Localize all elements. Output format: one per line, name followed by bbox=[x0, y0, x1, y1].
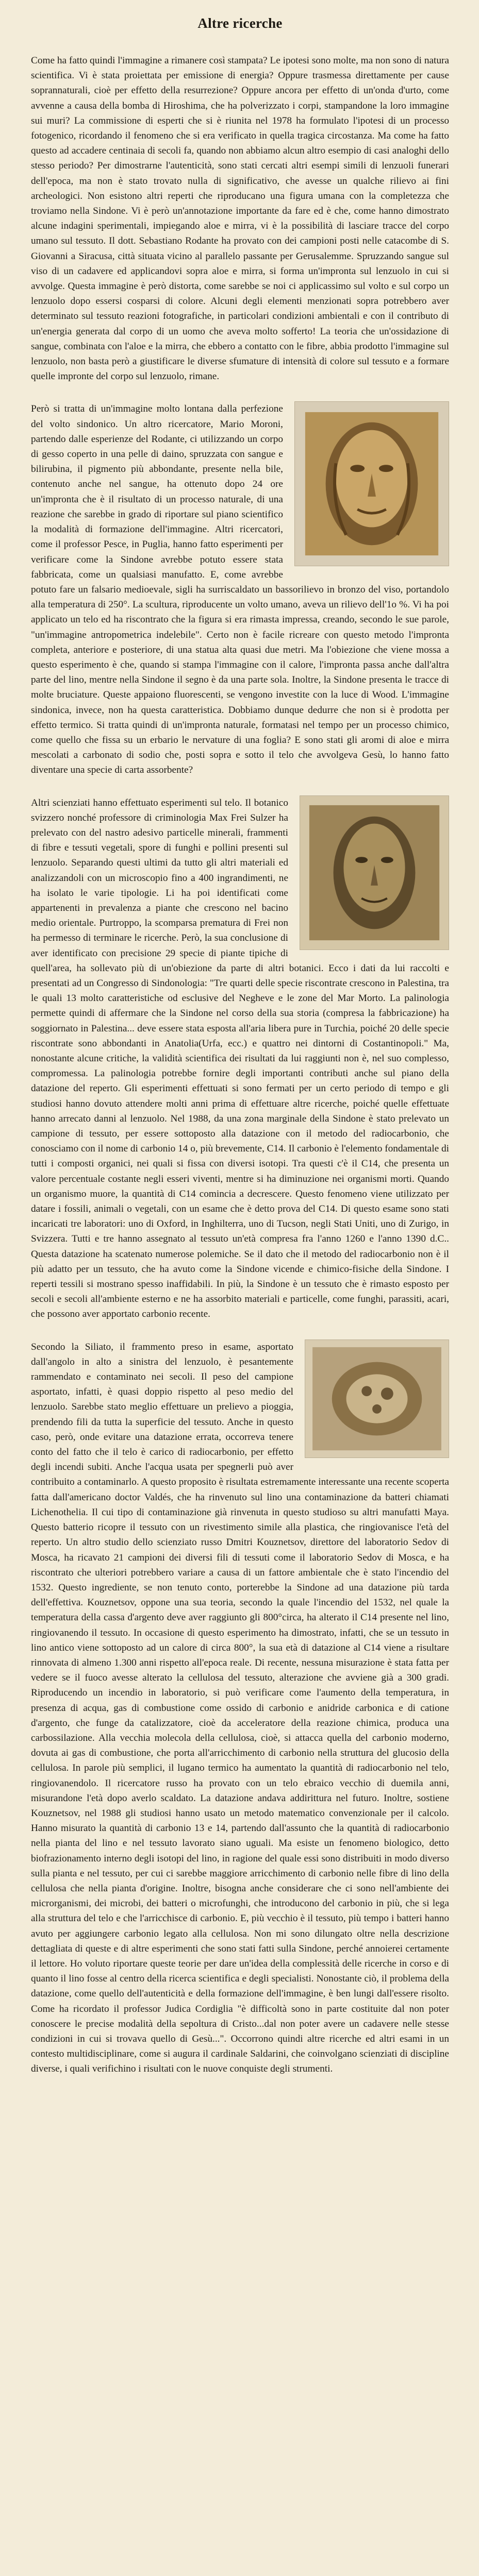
figure-shroud-face-scan bbox=[300, 795, 449, 950]
shroud-face-gold-image bbox=[295, 402, 449, 566]
paragraph-section-four-text: Secondo la Siliato, il frammento preso in esame, asportato dall'angolo in alto a sinistra del lenzuolo, è pesantemente rammendato e contaminato nei secoli. Il peso del campione asportato, infatti, è quasi doppio rispetto al peso medio del lenzuolo. Sarebbe stato meglio effettuare un prelievo a pioggia, prendendo fili da tutta la superficie del tessuto. Anche in questo caso, però, onde evitare una datazione errata, occorreva tenere conto del fatto che il telo è carico di radiocarbonio, per effetto degli incendi subiti. Anche l'acqua usata per spegnerli può aver contribuito a contaminarlo. A questo proposito è risultata estremamente interessante una recente scoperta fatta dall'americano doctor Valdés, che ha rinvenuto sul lino una contaminazione da batteri chiamati Lichenothelia. Il cui tipo di contaminazione già rinvenuta in questo studioso su altri manufatti Maya. Questo batterio ricopre il tessuto con un rivestimento simile alla plastica, che ringiovanisce l'età del reperto. Un altro studio dello scienziato russo Dmitri Kouznetsov, direttore del laboratorio Sedov di Mosca, ha ricavato 21 campioni dei diversi fili di tessuti come il laboratorio Sedov di Mosca, e ha riscontrato che ulteriori potrebbero variare a causa di un fattore ambientale che è stato l'incendio del 1532. Questo ingrediente, se non tenuto conto, porterebbe la Sindone ad una datazione più tarda dell'effettiva. Kouznetsov, oppone una sua teoria, secondo la quale l'incendio del 1532, nel quale la temperatura della cassa d'argento deve aver raggiunto gli 800°circa, ha alterato il C14 presente nel lino, ringiovanendo il tessuto. In occasione di questo esperimento ha dimostrato, infatti, che se un tessuto in lino antico viene sottoposto ad un calore di circa 800°, la sua età di datazione al C14 viene a risultare rinnovata di almeno 1.300 anni rispetto all'epoca reale. Di recente, nessuna misurazione è stata fatta per vedere se il fuoco avesse alterato la cellulosa del tessuto, alterazione che avviene già a 300 gradi. Riproducendo un incendio in laboratorio, si può verificare come l'aumento della temperatura, in presenza di acqua, gas di combustione come ossido di carbonio e anidride carbonica e di catione d'argento, che funge da catalizzatore, cioè da acceleratore della reazione chimica, produca una carbossilazione. Alla vecchia molecola della cellulosa, cioè, si attacca quella del carbonio moderno, dovuta ai gas di combustione, che porta all'arricchimento di carbonio nella struttura del glucosio della cellulosa. In parole più semplici, il lugano termico ha aumentato la quantità di radiocarbonio nel telo, ringiovanendolo. Il ricercatore russo ha provato con un telo ebraico vecchio di duemila anni, misurandone l'età dopo averlo scaldato. La datazione andava addirittura nel futuro. Inoltre, sostiene Kouznetsov, nel 1988 gli studiosi hanno usato un metodo matematico convenzionale per il calcolo. Hanno misurato la quantità di carbonio 13 e 14, partendo dall'assunto che la quantità di radiocarbonio nella pianta del lino e nel tessuto lavorato siano uguali. Ma esiste un fenomeno biologico, detto biofrazionamento interno degli isotopi del lino, in ragione del quale essi sono distribuiti in modo diverso sulla pianta e nel tessuto, per cui ci sarebbe maggiore arricchimento di carbonio nelle fibre di lino della cellulosa che nella pianta d'origine. Inoltre, bisogna anche considerare che ci sono nell'ambiente dei microrganismi, dei microbi, dei batteri o microfunghi, che introducono del carbonio in più, che si lega alla struttura del telo e che l'arricchisce di carbonio. E, più vecchio è il tessuto, più tempo i batteri hanno avuto per aggiungere carbonio legato alla cellulosa. Non mi sono dilungato oltre nella descrizione dettagliata di queste e di altre esperimenti che sono stati fatti sulla Sindone, perché annoierei certamente il lettore. Ho voluto riportare queste teorie per dare un'idea della complessità delle ricerche in corso e di quanto il lino fosse al centro della ricerca scientifica e degli specialisti. Nonostante ciò, il problema della datazione, come quello dell'autenticità e della formazione dell'immagine, è ben lungi dall'essere risolto. Come ha ricordato il professor Judica Cordiglia "è difficoltà sono in parte costituite dal non poter conoscere le precise modalità della sepoltura di Cristo...dal non poter avere un cadavere nelle stesse condizioni in cui si trovava quello di Gesù...". Occorrono quindi altre ricerche ed altri esami in un contesto multidisciplinare, come si augura il cardinale Saldarini, che coinvolgano scienziati di discipline diverse, i quali verifichino i risultati con le nuove conquiste degli strumenti. bbox=[31, 1341, 449, 2075]
paragraph-section-two: Però si tratta di un'immagine molto lontana dalla perfezione del volto sindonico. Un altro ricercatore, Mario Moroni, partendo dalle esperienze del Rodante, ci utilizzando un corpo di gesso coperto in una pelle di daino, spruzzata con sangue e bilirubina, il pigmento più abbondante, presente nella bile, contenuto anche nel sangue, ha ottenuto dopo 24 ore un'impronta che è il risultato di un processo naturale, di una reazione che sarebbe in grado di riportare sul piano scientifico la modalità di formazione dell'immagine. Altri ricercatori, come il professor Pesce, in Puglia, hanno fatto esperimenti per verificare come la Sindone avrebbe potuto essere stata fabbricata, come un qualsiasi manufatto. E, come avrebbe potuto fare un falsario medioevale, sigli ha surriscaldato un bassorilievo in bronzo del viso, portandolo alla temperatura di 250°. La scultura, riproducente un volto umano, aveva un rilievo dell'1o %. Vi ha poi applicato un telo ed ha riscontrato che la figura si era rimasta impressa, creando, secondo le sue parole, "un'immagine antropometrica indelebile". Certo non è facile ricreare con questo metodo l'impronta completa, anteriore e posteriore, di una statua alta quasi due metri. Ma l'obiezione che viene mossa a questo esperimento è che, quando si stampa l'immagine con il calore, l'impronta passa anche dall'altra parte del lino, mentre nella Sindone il segno è da una parte sola. Inoltre, la Sindone presenta le tracce di molte bruciature. Queste appaiono fluorescenti, se vengono investite con la luce di Wood. L'immagine sindonica, invece, non ha questa caratteristica. Dobbiamo dunque dedurre che non si è prodotta per effetto termico. Si tratta quindi di un'impronta naturale, formatasi nel tempo per un processo chimico, come quello che fissa su un erbario le nervature di una foglia? E sono stati gli aromi di aloe e mirra mescolati a carbonato di sodio che, posti sopra e sotto il telo che avvolgeva Gesù, lo hanno fatto diventare una specie di carta assorbente? bbox=[31, 403, 449, 776]
section-two bbox=[31, 401, 449, 795]
shroud-face-scan-image bbox=[300, 796, 449, 950]
page-title: Altre ricerche bbox=[197, 15, 283, 31]
pollen-micrograph-image bbox=[305, 1340, 449, 1458]
figure-pollen-micrograph bbox=[305, 1340, 449, 1458]
figure-shroud-face-gold bbox=[294, 401, 449, 566]
section-four bbox=[31, 1340, 449, 2094]
section-three bbox=[31, 795, 449, 1340]
paragraph-intro: Come ha fatto quindi l'immagine a rimanere così stampata? Le ipotesi sono molte, ma non sono di natura scientifica. Vi è stata proiettata per emissione di energia? Oppure trasmessa direttamente per cause soprannaturali, cioè per effetto della resurrezione? Oppure ancora per effetto di un'onda d'urto, come avvenne a causa della bomba di Hiroshima, che ha polverizzato i corpi, stampandone la loro immagine sui muri? La commissione di esperti che si è riunita nel 1978 ha formulato l'ipotesi di un processo fotogenico, ricordando il fenomeno che si era verificato in quella tragica circostanza. Ma come ha fatto questo ad accadere centinaia di secoli fa, quando non abbiamo alcun altro esempio di casi analoghi dello stesso periodo? Per dimostrarne l'autenticità, sono stati cercati altri esempi simili di lenzuoli funerari dell'epoca, ma non è stato trovato nulla di significativo, che avesse un qualche rilievo ai fini archeologici. Non esistono altri reperti che riproducano una figura umana con la completezza che troviamo nella Sindone. Vi è però un'annotazione importante da fare ed è che, come hanno dimostrato alcune indagini sperimentali, impiegando aloe e mirra, vi è la possibilità di lasciare tracce del corpo umano sul tessuto. Il dott. Sebastiano Rodante ha provato con dei campioni posti nelle catacombe di S. Giovanni a Siracusa, città situata vicino al parallelo passante per Gerusalemme. Spruzzando sangue sul viso di un cadavere ed applicandovi sopra aloe e mirra, si forma un'impronta sul lenzuolo in cui si avvolge. Questa immagine è però distorta, come sarebbe se noi ci applicassimo sul volto e sul corpo un lenzuolo dopo essersi cosparsi di colore. Alcuni degli elementi menzionati sopra potrebbero aver determinato sul tessuto reazioni fotografiche, in particolari condizioni ambientali e con il contributo di un'energia generata dal corpo di un uomo che aveva molto sofferto! La teoria che un'ossidazione di sangue, combinata con l'aloe e la mirra, che ebbero a contatto con le fibre, abbia prodotto l'immagine sul lenzuolo, non basta però a giustificare le diverse sfumature di intensità di colore sul tessuto e a formare quelle impronte del corpo sul lenzuolo, rimane. bbox=[31, 55, 449, 382]
paragraph-section-three: Altri scienziati hanno effettuato esperimenti sul telo. Il botanico svizzero nonché professore di criminologia Max Frei Sulzer ha prelevato con del nastro adesivo particelle minerali, frammenti di fibre e tessuti vegetali, spore di funghi e pollini presenti sul lenzuolo. Separando questi ultimi da tutto gli altri materiali ed analizzandoli con un microscopio fino a 400 ingrandimenti, ne ha isolato le varie tipologie. Li ha poi identificati come appartenenti in prevalenza a piante che crescono nel bacino medio orientale. Purtroppo, la scomparsa prematura di Frei non ha permesso di terminare le ricerche. Però, la sua conclusione di aver identificato con precisione 29 specie di piante tipiche di quell'area, ha sollevato più di un'obiezione da parte di altri botanici. Ecco i dati da lui raccolti e presentati ad un Congresso di Sindonologia: "Tre quarti delle specie riscontrate crescono in Palestina, tra le quali 13 molto caratteristiche od esclusive del Negheve e le zone del Mar Morto. La palinologia permette quindi di affermare che la Sindone nel corso della sua storia (compresa la fabbricazione) ha soggiornato in Palestina... deve essere stata esposta all'aria libera pure in Turchia, poiché 20 delle specie riscontrate sono abbondanti in Anatolia(Urfa, ecc.) e quattro nei dintorni di Costantinopoli." Ma, nonostante alcune critiche, la validità scientifica dei risultati da lui raggiunti non è, nel suo complesso, compromessa. La palinologia potrebbe fornire degli importanti contributi anche sul piano della datazione del reperto. Gli esperimenti effettuati si sono fermati per un certo periodo di tempo e gli studiosi hanno dovuto attendere molti anni prima di effettuare altre ricerche, poiché quelle effettuate hanno arrecato danni al lenzuolo. Nel 1988, da una zona marginale della Sindone è stato prelevato un campione di tessuto, per essere sottoposto alla datazione con il metodo del radiocarbonio, che conosciamo con il nome di carbonio 14 o, più brevemente, C14. Il carbonio è l'elemento fondamentale di tutti i composti organici, nei quali si fissa con diversi isotopi. Tra questi c'è il C14, che presenta un valore percentuale costante negli esseri viventi, mentre si ha diminuzione nei organismi morti. Quando un organismo muore, la quantità di C14 comincia a decrescere. Questo fenomeno viene utilizzato per datare i fossili, animali o vegetali, con un esame che è detto prova del C14. Di questo esame sono stati incaricati tre laboratori: uno di Oxford, in Inghilterra, uno di Tucson, negli Stati Uniti, uno di Zurigo, in Svizzera. Tutti e tre hanno assegnato al tessuto un'età compresa fra l'anno 1260 e l'anno 1390 d.C.. Questa datazione ha scatenato numerose polemiche. Se il dato che il metodo del radiocarbonio non è il più adatto per un tessuto, che ha avuto come la Sindone vicende e chimico-fisiche della Sindone. I reperti tessili si mostrano spesso inaffidabili. In più, la Sindone è un tessuto che è rimasto esposto per secoli e secoli all'ambiente esterno e ne ha assorbito materiali e particelle, come funghi, parassiti, acari, che possono aver apportato carbonio recente. bbox=[31, 797, 449, 1320]
